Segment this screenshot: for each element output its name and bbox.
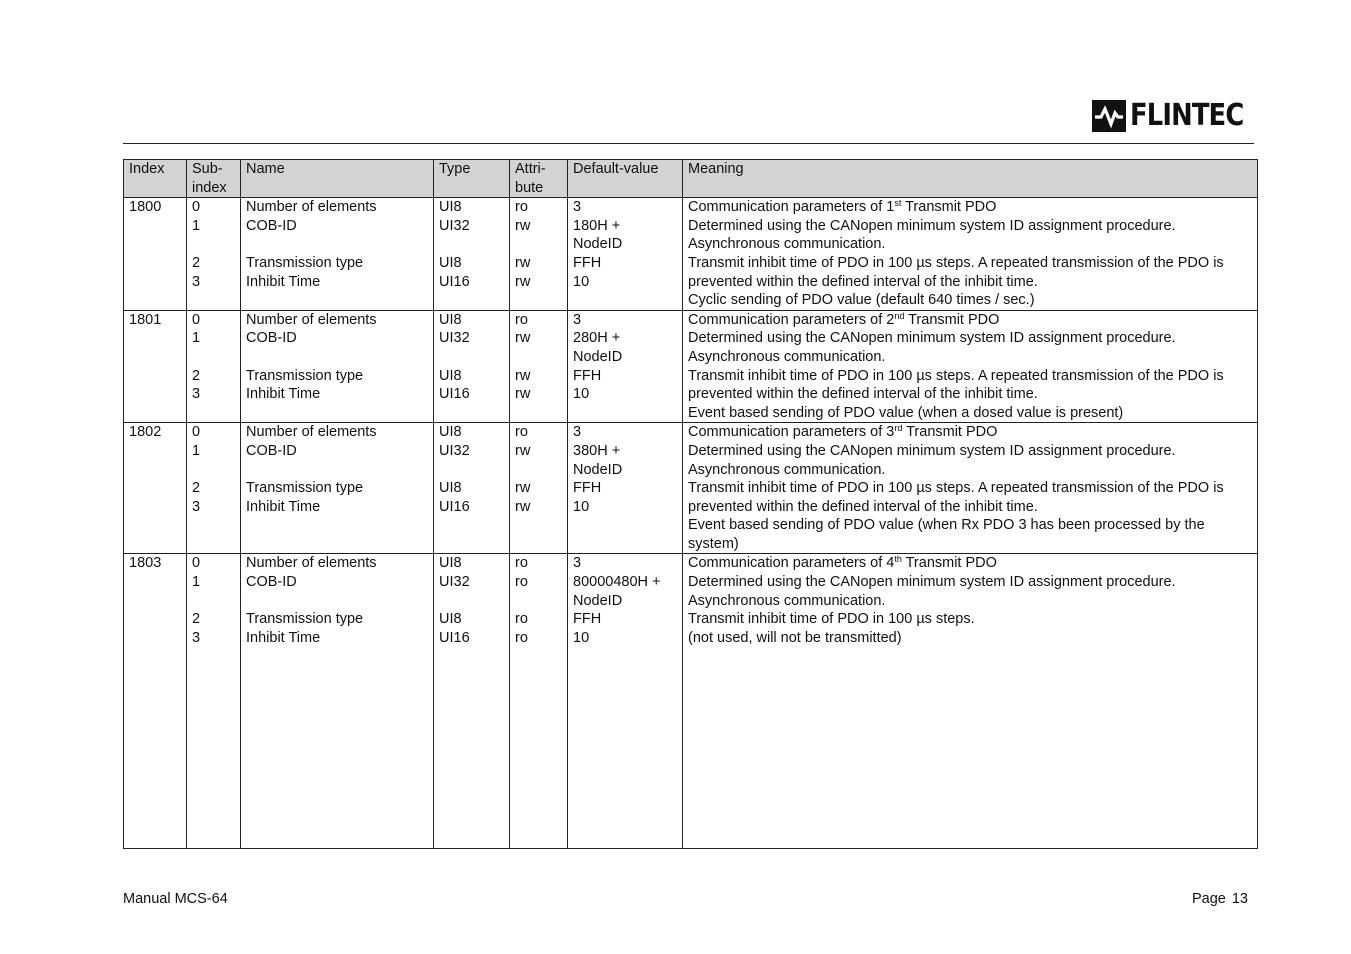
header-meaning: Meaning [683,160,1258,198]
table-row [124,423,1258,554]
header-index: Index [124,160,187,198]
page-number: 13 [1231,891,1248,907]
flintec-wave-icon [1092,100,1126,132]
page-label: Page [1191,891,1226,907]
cell-subindex: 0 1 2 3 [187,198,241,311]
cell-default-value: 3 380H + NodeID FFH 10 [568,423,683,554]
cell-subindex: 0 1 2 3 [187,310,241,423]
table-header-row [124,160,1258,198]
cell-attribute: ro rw rw rw [510,310,568,423]
table-row [124,198,1258,311]
cell-attribute: ro rw rw rw [510,198,568,311]
cell-name: Number of elements COB-ID Transmission type Inhibit Time [241,554,434,849]
cell-default-value: 3 180H + NodeID FFH 10 [568,198,683,311]
table-row [124,310,1258,423]
cell-subindex: 0 1 2 3 [187,554,241,849]
cell-name: Number of elements COB-ID Transmission type Inhibit Time [241,423,434,554]
cell-type: UI8 UI32 UI8 UI16 [434,423,510,554]
cell-meaning: Communication parameters of 2nd Transmit PDO Determined using the CANopen minimum system ID assignment procedure. Asynchronous communication. Transmit inhibit time of PDO in 100 µs steps. A repeated transmission of the PDO is prevented within the defined interval of the inhibit time. Event based sending of PDO value (when a dosed value is present) [683,310,1258,423]
header-name: Name [241,160,434,198]
cell-index: 1803 [124,554,187,849]
object-dictionary-table [123,159,1258,849]
cell-attribute: ro rw rw rw [510,423,568,554]
header-type: Type [434,160,510,198]
cell-type: UI8 UI32 UI8 UI16 [434,198,510,311]
header-rule [123,143,1254,144]
cell-meaning: Communication parameters of 4th Transmit PDO Determined using the CANopen minimum system ID assignment procedure. Asynchronous communication. Transmit inhibit time of PDO in 100 µs steps. (not used, will not be transmitted) [683,554,1258,849]
cell-meaning: Communication parameters of 3rd Transmit PDO Determined using the CANopen minimum system ID assignment procedure. Asynchronous communication. Transmit inhibit time of PDO in 100 µs steps. A repeated transmission of the PDO is prevented within the defined interval of the inhibit time. Event based sending of PDO value (when Rx PDO 3 has been processed by the system) [683,423,1258,554]
cell-meaning: Communication parameters of 1st Transmit PDO Determined using the CANopen minimum system ID assignment procedure. Asynchronous communication. Transmit inhibit time of PDO in 100 µs steps. A repeated transmission of the PDO is prevented within the defined interval of the inhibit time. Cyclic sending of PDO value (default 640 times / sec.) [683,198,1258,311]
footer-manual-title: Manual MCS-64 [123,891,228,907]
header-default-value: Default-value [568,160,683,198]
cell-subindex: 0 1 2 3 [187,423,241,554]
cell-index: 1802 [124,423,187,554]
cell-name: Number of elements COB-ID Transmission type Inhibit Time [241,198,434,311]
table-row [124,554,1258,849]
footer-page-number [1186,891,1248,907]
header-subindex: Sub- index [187,160,241,198]
flintec-logo [1092,98,1262,134]
cell-type: UI8 UI32 UI8 UI16 [434,554,510,849]
cell-index: 1800 [124,198,187,311]
cell-name: Number of elements COB-ID Transmission type Inhibit Time [241,310,434,423]
logo-wordmark: FLINTEC [1130,98,1244,133]
cell-attribute: ro ro ro ro [510,554,568,849]
cell-default-value: 3 280H + NodeID FFH 10 [568,310,683,423]
cell-type: UI8 UI32 UI8 UI16 [434,310,510,423]
header-attribute: Attri- bute [510,160,568,198]
cell-index: 1801 [124,310,187,423]
cell-default-value: 3 80000480H + NodeID FFH 10 [568,554,683,849]
